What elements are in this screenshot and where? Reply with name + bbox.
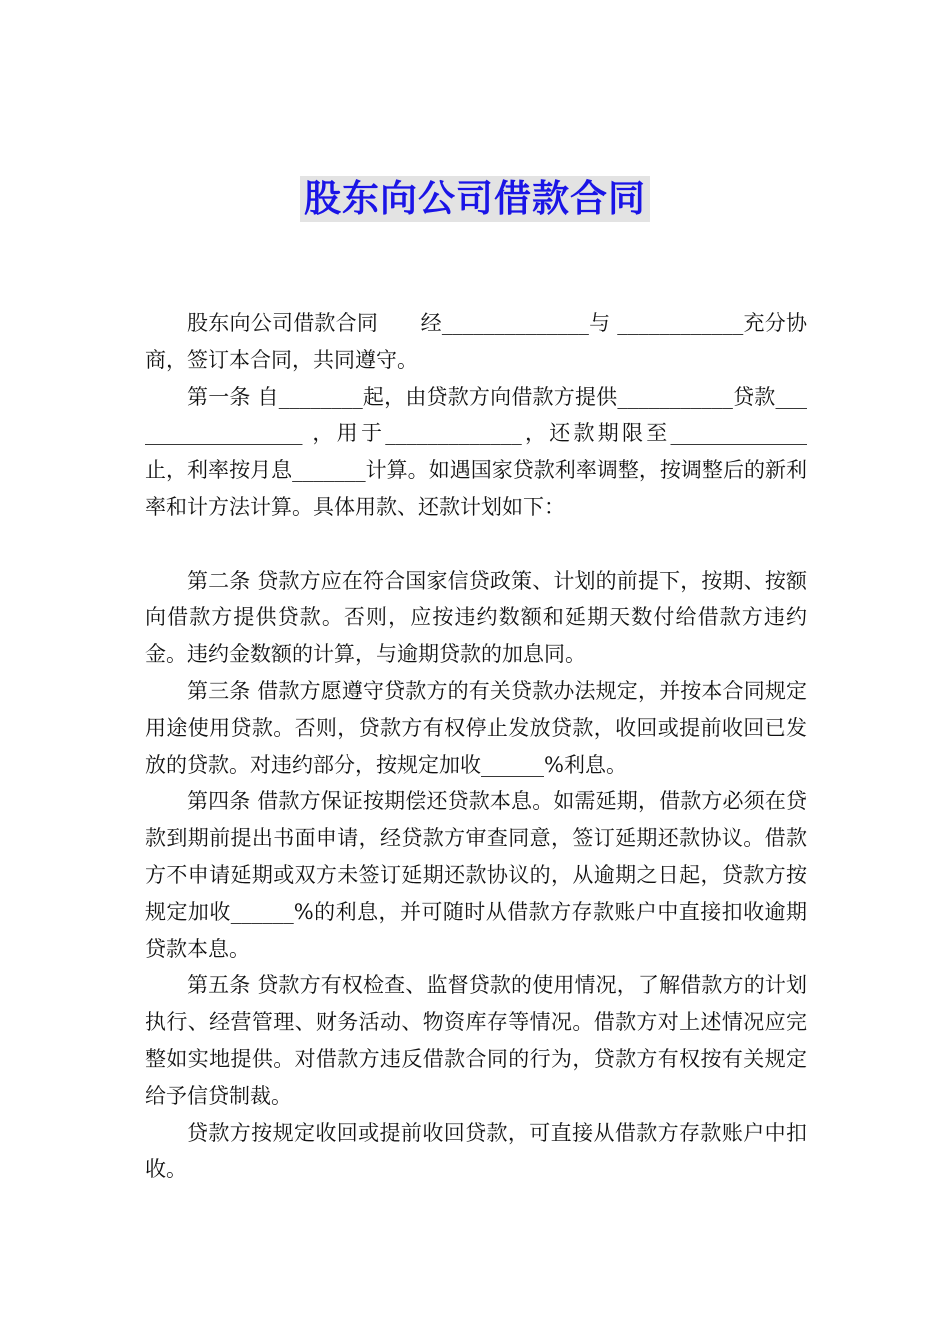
paragraph-collection: 贷款方按规定收回或提前收回贷款，可直接从借款方存款账户中扣收。 (145, 1120, 807, 1182)
paragraph-article-5: 第五条 贷款方有权检查、监督贷款的使用情况，了解借款方的计划执行、经营管理、财务活动、物资库存等情况。借款方对上述情况应完整如实地提供。对借款方违反借款合同的行为，贷款方有权按有关规定给予信贷制裁。 (145, 973, 807, 1108)
paragraph-article-3: 第三条 借款方愿遵守贷款方的有关贷款办法规定，并按本合同规定用途使用贷款。否则，贷款方有权停止发放贷款，收回或提前收回已发放的贷款。对违约部分，按规定加收______%利息。 (145, 678, 807, 777)
document-body (145, 305, 807, 1188)
title-area (0, 176, 950, 222)
document-title: 股东向公司借款合同 (300, 176, 650, 222)
paragraph-article-1: 第一条 自________起，由贷款方向借款方提供___________贷款__________________ ，用于_____________，还款期限至_____________止，利率按月息_______计算。如遇国家贷款利率调整，按调整后的新利率和计方法计算。具体用款、还款计划如下： (145, 384, 807, 519)
paragraph-article-4: 第四条 借款方保证按期偿还贷款本息。如需延期，借款方必须在贷款到期前提出书面申请，经贷款方审查同意，签订延期还款协议。借款方不申请延期或双方未签订延期还款协议的，从逾期之日起，贷款方按规定加收______%的利息，并可随时从借款方存款账户中直接扣收逾期贷款本息。 (145, 789, 807, 961)
blank-gap (145, 526, 807, 563)
paragraph-intro: 股东向公司借款合同 经______________与 ____________充分协商，签订本合同，共同遵守。 (145, 311, 807, 372)
paragraph-article-2: 第二条 贷款方应在符合国家信贷政策、计划的前提下，按期、按额向借款方提供贷款。否则，应按违约数额和延期天数付给借款方违约金。违约金数额的计算，与逾期贷款的加息同。 (145, 568, 807, 667)
